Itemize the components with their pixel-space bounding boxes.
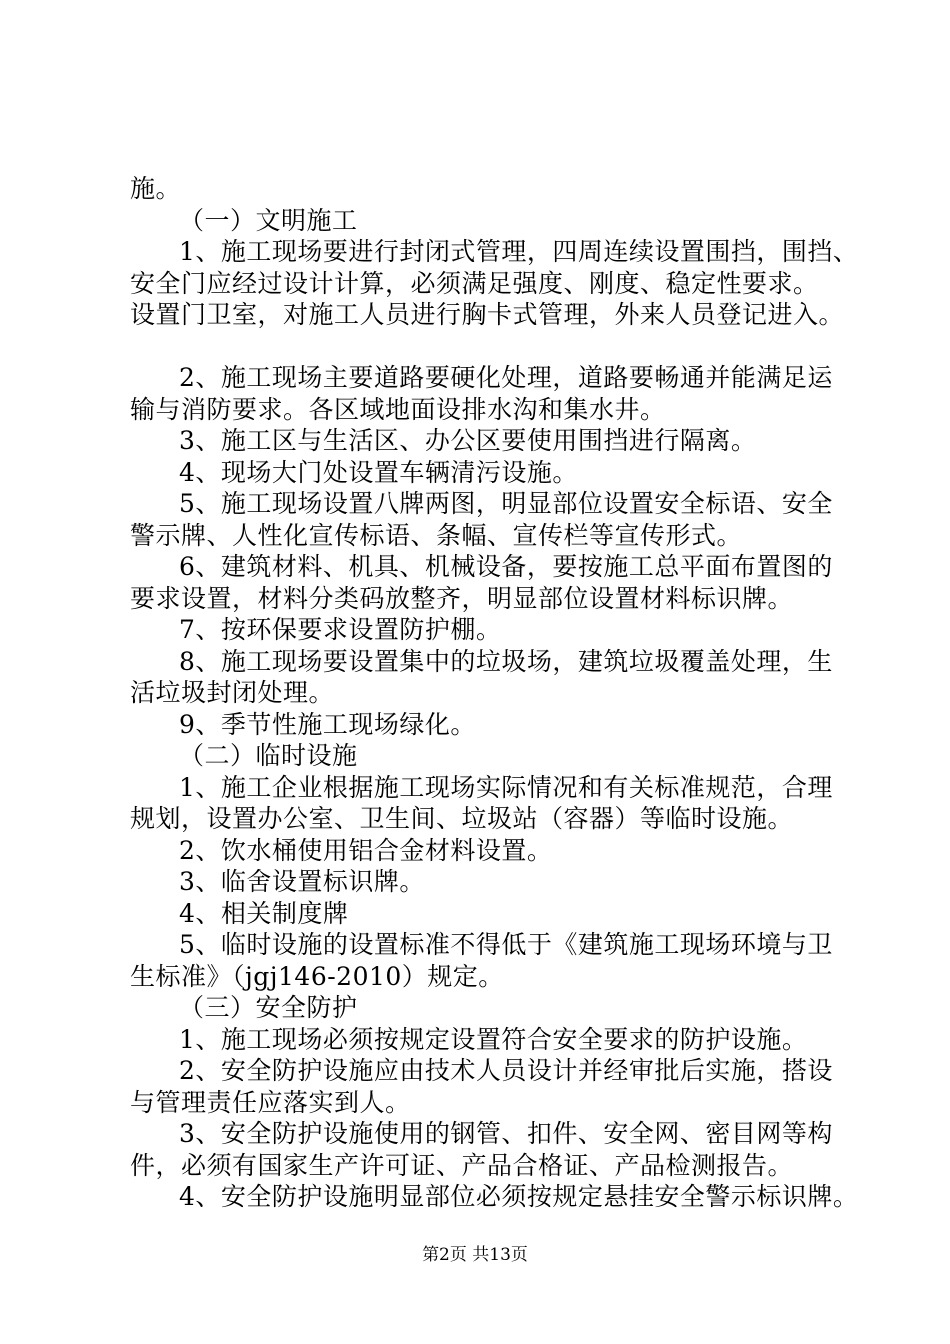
page-footer: 第2页 共13页 [422,1245,528,1265]
paragraph-first-line: 8、施工现场要设置集中的垃圾场，建筑垃圾覆盖处理，生 [179,646,833,676]
paragraph-line: 活垃圾封闭处理。 [130,678,335,707]
paragraph-first-line: （二）临时设施 [179,741,358,770]
paragraph-line: 施。 [130,174,182,203]
paragraph-first-line: 6、建筑材料、机具、机械设备，要按施工总平面布置图的 [179,552,833,581]
paragraph-first-line: 3、安全防护设施使用的钢管、扣件、安全网、密目网等构 [179,1119,833,1148]
paragraph-first-line: 4、相关制度牌 [179,898,349,928]
paragraph-first-line: 2、施工现场主要道路要硬化处理，道路要畅通并能满足运 [179,363,833,392]
paragraph-first-line: （一）文明施工 [179,205,358,235]
paragraph-line: 规划，设置办公室、卫生间、垃圾站（容器）等临时设施。 [130,804,794,833]
paragraph-first-line: 9、季节性施工现场绿化。 [179,709,476,739]
paragraph-line: 与管理责任应落实到人。 [130,1087,411,1117]
paragraph-first-line: 1、施工现场必须按规定设置符合安全要求的防护设施。 [179,1024,808,1054]
paragraph-first-line: 1、施工企业根据施工现场实际情况和有关标准规范，合理 [179,772,833,802]
paragraph-line: 警示牌、人性化宣传标语、条幅、宣传栏等宣传形式。 [130,520,743,550]
paragraph-first-line: 4、安全防护设施明显部位必须按规定悬挂安全警示标识牌。 [179,1182,859,1211]
paragraph-line: 要求设置，材料分类码放整齐，明显部位设置材料标识牌。 [130,583,794,613]
paragraph-first-line: （三）安全防护 [179,993,358,1022]
paragraph-line: 输与消防要求。各区域地面设排水沟和集水井。 [130,394,666,424]
paragraph-line: 生标准》（jgj146-2010）规定。 [130,961,504,991]
paragraph-first-line: 7、按环保要求设置防护棚。 [179,615,502,644]
paragraph-first-line: 1、施工现场要进行封闭式管理，四周连续设置围挡，围挡、 [179,237,859,266]
paragraph-first-line: 3、临舍设置标识牌。 [179,867,425,896]
paragraph-first-line: 5、施工现场设置八牌两图，明显部位设置安全标语、安全 [179,489,833,518]
document-body [130,173,859,1213]
paragraph-first-line: 5、临时设施的设置标准不得低于《建筑施工现场环境与卫 [179,930,833,959]
paragraph-first-line: 4、现场大门处设置车辆清污设施。 [179,457,578,487]
blank-line [130,331,850,363]
paragraph-first-line: 2、安全防护设施应由技术人员设计并经审批后实施，搭设 [179,1056,833,1085]
paragraph-first-line: 2、饮水桶使用铝合金材料设置。 [179,835,553,865]
paragraph-line: 件，必须有国家生产许可证、产品合格证、产品检测报告。 [130,1150,794,1180]
paragraph-line: 安全门应经过设计计算，必须满足强度、刚度、稳定性要求。 [130,268,819,298]
paragraph-line: 设置门卫室，对施工人员进行胸卡式管理，外来人员登记进入。 [130,300,845,329]
paragraph-first-line: 3、施工区与生活区、办公区要使用围挡进行隔离。 [179,426,757,455]
